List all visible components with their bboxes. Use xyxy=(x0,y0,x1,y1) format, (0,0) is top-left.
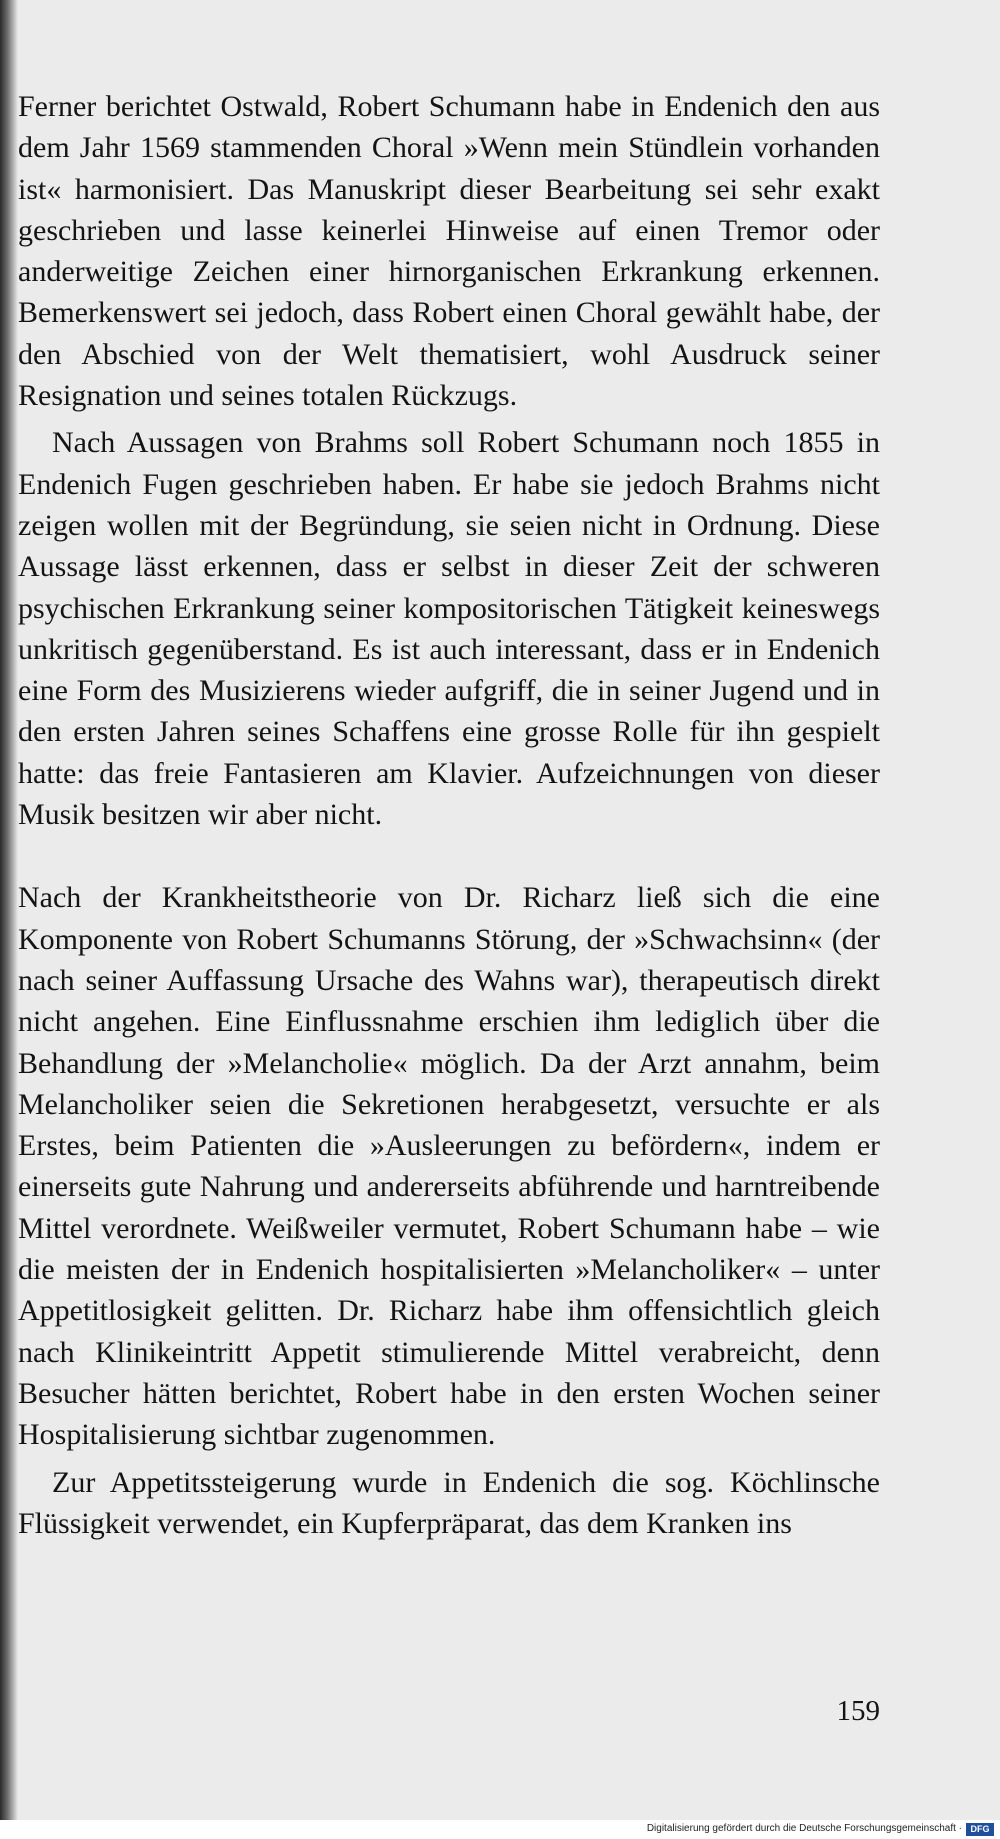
page-body xyxy=(18,86,880,1544)
book-binding-shadow xyxy=(0,0,18,1839)
dfg-logo: DFG xyxy=(966,1823,994,1836)
paragraph-brahms-fugues: Nach Aussagen von Brahms soll Robert Schumann noch 1855 in Endenich Fugen geschrieben haben. Er habe sie jedoch Brahms nicht zeigen wollen mit der Begründung, sie seien nicht in Ordnung. Diese Aussage lässt erkennen, dass er selbst in dieser Zeit der schweren psychischen Erkrankung seiner kompositorischen Tätigkeit keineswegs unkritisch gegenüberstand. Es ist auch interessant, dass er in Endenich eine Form des Musizierens wieder aufgriff, die in seiner Jugend und in den ersten Jahren seines Schaffens eine grosse Rolle für ihn gespielt hatte: das freie Fantasieren am Klavier. Aufzeichnungen von dieser Musik besitzen wir aber nicht. xyxy=(18,426,880,832)
footer-credit-text: Digitalisierung gefördert durch die Deutsche Forschungsgemeinschaft · xyxy=(646,1823,962,1834)
paragraph-richarz-theory: Nach der Krankheitstheorie von Dr. Richarz ließ sich die eine Komponente von Robert Schumanns Störung, der »Schwachsinn« (der nach seiner Auffassung Ursache des Wahns war), therapeutisch direkt nicht angehen. Eine Einflussnahme erschien ihm lediglich über die Behandlung der »Melancholie« möglich. Da der Arzt annahm, beim Melancholiker seien die Sekretionen herabgesetzt, versuchte er als Erstes, beim Patienten die »Ausleerungen zu befördern«, indem er einerseits gute Nahrung und andererseits abführende und harntreibende Mittel verordnete. Weißweiler vermutet, Robert Schumann habe – wie die meisten der in Endenich hospitalisierten »Melancholiker« – unter Appetitlosigkeit gelitten. Dr. Richarz habe ihm offensichtlich gleich nach Klinikeintritt Appetit stimulierende Mittel verabreicht, denn Besucher hätten berichtet, Robert habe in den ersten Wochen seiner Hospitalisierung sichtbar zugenommen. xyxy=(18,881,880,1452)
section-break xyxy=(18,835,880,877)
paragraph-koechlin-fluid: Zur Appetitssteigerung wurde in Endenich die sog. Köchlinsche Flüssigkeit verwendet, ein Kupferpräparat, das dem Kranken ins xyxy=(18,1465,880,1540)
page-number: 159 xyxy=(836,1695,880,1727)
paragraph-ostwald-choral: Ferner berichtet Ostwald, Robert Schumann habe in Endenich den aus dem Jahr 1569 stammenden Choral »Wenn mein Stündlein vorhanden ist« harmonisiert. Das Manuskript dieser Bearbeitung sei sehr exakt geschrieben und lasse keinerlei Hinweise auf einen Tremor oder anderweitige Zeichen einer hirnorganischen Erkrankung erkennen. Bemerkenswert sei jedoch, dass Robert einen Choral gewählt habe, der den Abschied von der Welt thematisiert, wohl Ausdruck seiner Resignation und seines totalen Rückzugs. xyxy=(18,90,880,413)
digitization-footer xyxy=(0,1820,1000,1839)
